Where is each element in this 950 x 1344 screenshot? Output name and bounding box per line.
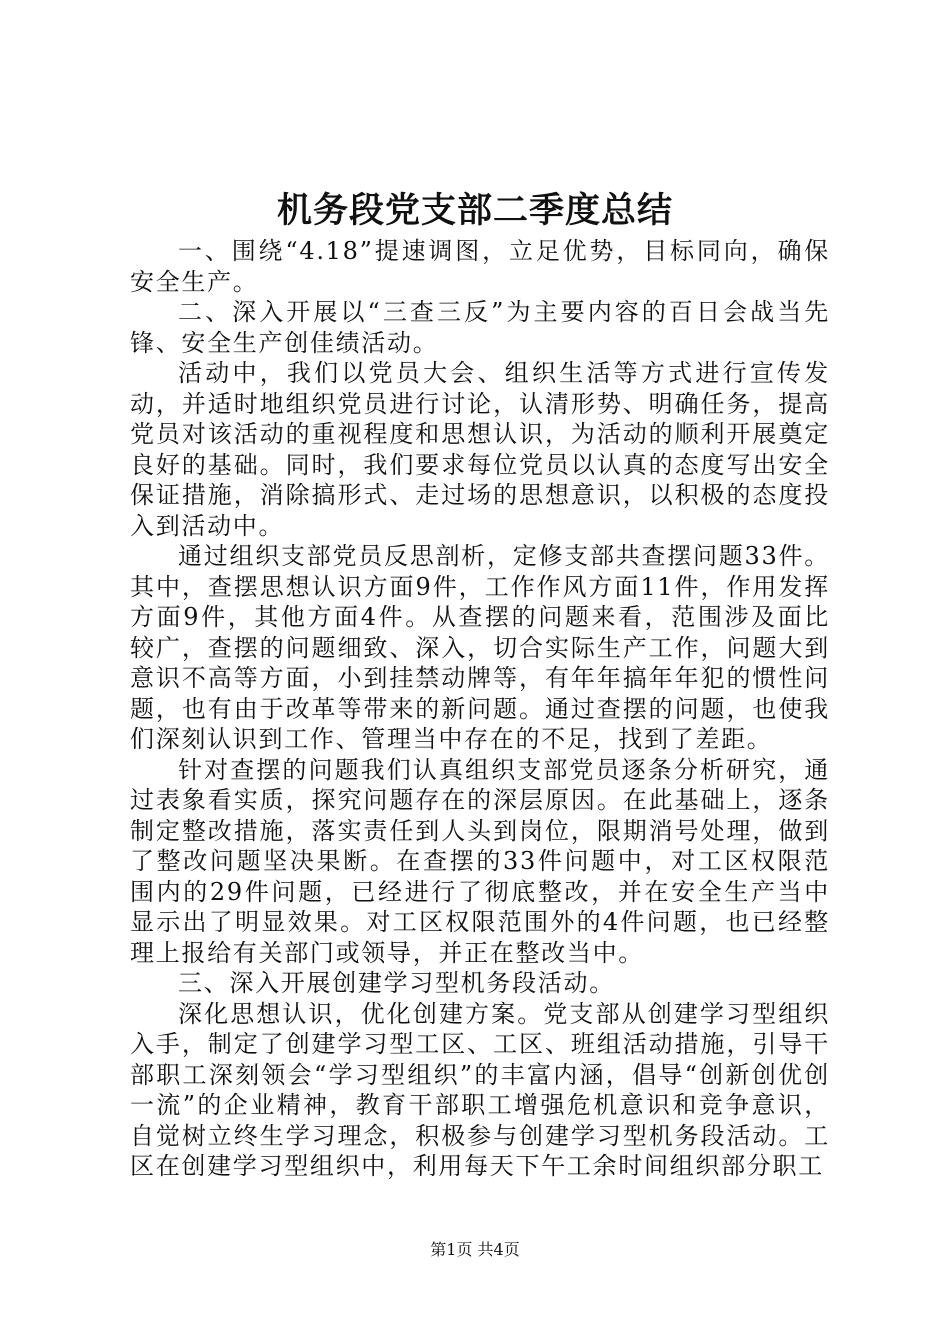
document-body — [130, 236, 830, 1182]
document-title: 机务段党支部二季度总结 — [276, 190, 673, 231]
paragraph-6: 三、深入开展创建学习型机务段活动。 — [178, 969, 615, 997]
paragraph-2: 二、深入开展以“三查三反”为主要内容的百日会战当先锋、安全生产创佳绩活动。 — [130, 298, 830, 357]
paragraph-7: 深化思想认识，优化创建方案。党支部从创建学习型组织入手，制定了创建学习型工区、工区、班组活动措施，引导干部职工深刻领会“学习型组织”的丰富内涵，倡导“创新创优创一流”的企业精神，教育干部职工增强危机意识和竞争意识，自觉树立终生学习理念，积极参与创建学习型机务段活动。工区在创建学习型组织中，利用每天下午工余时间组织部分职工 — [130, 999, 830, 1180]
paragraph-1: 一、围绕“4.18”提速调图，立足优势，目标同向，确保安全生产。 — [130, 237, 830, 296]
page-number-footer: 第1页 共4页 — [430, 1240, 520, 1259]
paragraph-3: 活动中，我们以党员大会、组织生活等方式进行宣传发动，并适时地组织党员进行讨论，认清形势、明确任务，提高党员对该活动的重视程度和思想认识，为活动的顺利开展奠定良好的基础。同时，我们要求每位党员以认真的态度写出安全保证措施，消除搞形式、走过场的思想意识，以积极的态度投入到活动中。 — [130, 359, 830, 540]
paragraph-4: 通过组织支部党员反思剖析，定修支部共查摆问题33件。其中，查摆思想认识方面9件，工作作风方面11件，作用发挥方面9件，其他方面4件。从查摆的问题来看，范围涉及面比较广，查摆的问题细致、深入，切合实际生产工作，问题大到意识不高等方面，小到挂禁动牌等，有年年搞年年犯的惯性问题，也有由于改革等带来的新问题。通过查摆的问题，也使我们深刻认识到工作、管理当中存在的不足，找到了差距。 — [130, 542, 830, 753]
paragraph-5: 针对查摆的问题我们认真组织支部党员逐条分析研究，通过表象看实质，探究问题存在的深层原因。在此基础上，逐条制定整改措施，落实责任到人头到岗位，限期消号处理，做到了整改问题坚决果断。在查摆的33件问题中，对工区权限范围内的29件问题，已经进行了彻底整改，并在安全生产当中显示出了明显效果。对工区权限范围外的4件问题，也已经整理上报给有关部门或领导，并正在整改当中。 — [130, 755, 830, 967]
